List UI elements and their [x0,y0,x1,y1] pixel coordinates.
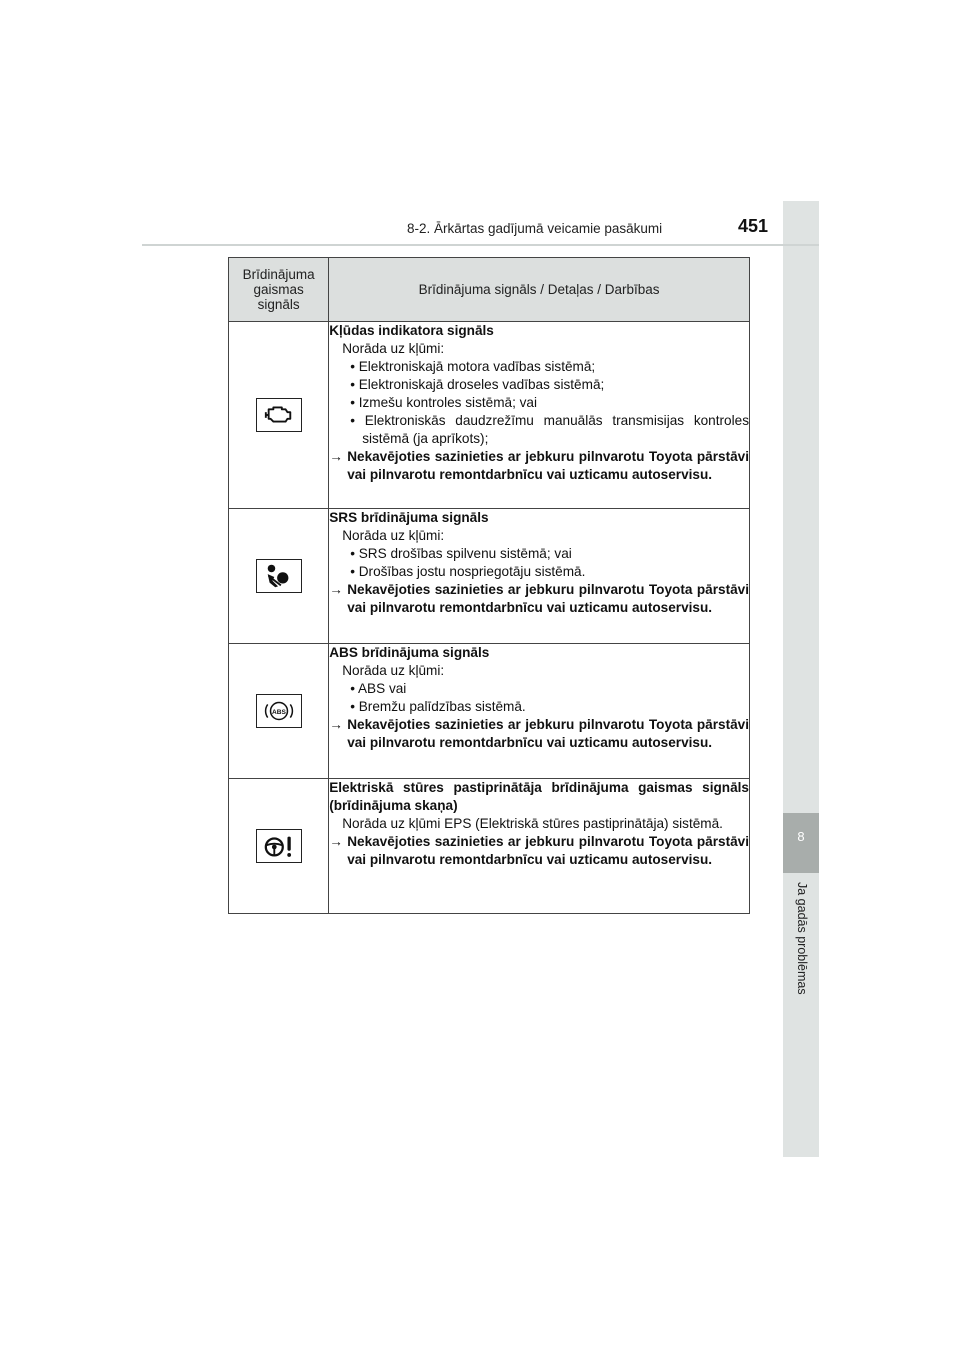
signal-title: ABS brīdinājuma signāls [329,645,490,660]
page-number: 451 [738,216,769,236]
signal-title: Elektriskā stūres pastiprinātāja brīdinājuma gaismas signāls (brīdinājuma skaņa) [329,780,749,813]
arrow-icon: → [329,449,343,464]
table-row [229,509,750,644]
table-header-row [229,258,750,322]
list-item: • ABS vai [350,681,407,696]
action-label: Nekavējoties sazinieties ar jebkuru pilnvarotu Toyota pārstāvi vai pilnvarotu remontdarbnīcu vai uzticamu autoservisu. [347,582,749,615]
icon-cell [229,779,329,914]
list-item: • Elektroniskās daudzrežīmu manuālās transmisijas kontroles sistēmā (ja aprīkots); [350,413,749,446]
signal-title: Kļūdas indikatora signāls [329,323,494,338]
airbag-icon [256,559,302,593]
icon-cell [229,644,329,779]
description-cell [329,509,750,644]
column-header-light: Brīdinājuma gaismas signāls [229,258,329,322]
signal-intro: Norāda uz kļūmi: [342,528,445,543]
signal-intro: Norāda uz kļūmi: [342,341,445,356]
action-text [329,581,749,617]
section-title: 8-2. Ārkārtas gadījumā veicamie pasākumi [407,221,663,236]
action-label: Nekavējoties sazinieties ar jebkuru pilnvarotu Toyota pārstāvi vai pilnvarotu remontdarbnīcu vai uzticamu autoservisu. [347,449,749,482]
list-item: • Izmešu kontroles sistēmā; vai [350,395,538,410]
list-item: • Elektroniskajā droseles vadības sistēmā; [350,377,605,392]
action-text [329,716,749,752]
signal-intro: Norāda uz kļūmi EPS (Elektriskā stūres pastiprinātāja) sistēmā. [342,816,723,831]
table-row [229,644,750,779]
abs-icon-text: ABS [271,708,286,716]
table-row [229,322,750,509]
icon-cell [229,322,329,509]
signal-title: SRS brīdinājuma signāls [329,510,489,525]
arrow-icon: → [329,582,343,597]
abs-icon [256,694,302,728]
chapter-number: 8 [797,829,805,844]
chapter-title: Ja gadās problēmas [795,882,809,995]
list-item: • Bremžu palīdzības sistēmā. [350,699,526,714]
action-label: Nekavējoties sazinieties ar jebkuru pilnvarotu Toyota pārstāvi vai pilnvarotu remontdarbnīcu vai uzticamu autoservisu. [347,717,749,750]
signal-intro: Norāda uz kļūmi: [342,663,445,678]
action-label: Nekavējoties sazinieties ar jebkuru pilnvarotu Toyota pārstāvi vai pilnvarotu remontdarbnīcu vai uzticamu autoservisu. [347,834,749,867]
arrow-icon: → [329,834,343,849]
list-item: • Drošības jostu nospriegotāju sistēmā. [350,564,586,579]
power-steering-icon [256,829,302,863]
description-cell [329,644,750,779]
column-header-details: Brīdinājuma signāls / Detaļas / Darbības [329,258,750,322]
list-item: • Elektroniskajā motora vadības sistēmā; [350,359,596,374]
check-engine-icon [256,398,302,432]
header-rule [142,244,819,246]
warning-table [228,257,750,914]
action-text [329,833,749,869]
arrow-icon: → [329,717,343,732]
action-text [329,448,749,484]
description-cell [329,779,750,914]
table-row [229,779,750,914]
list-item: • SRS drošības spilvenu sistēmā; vai [350,546,572,561]
description-cell [329,322,750,509]
icon-cell [229,509,329,644]
